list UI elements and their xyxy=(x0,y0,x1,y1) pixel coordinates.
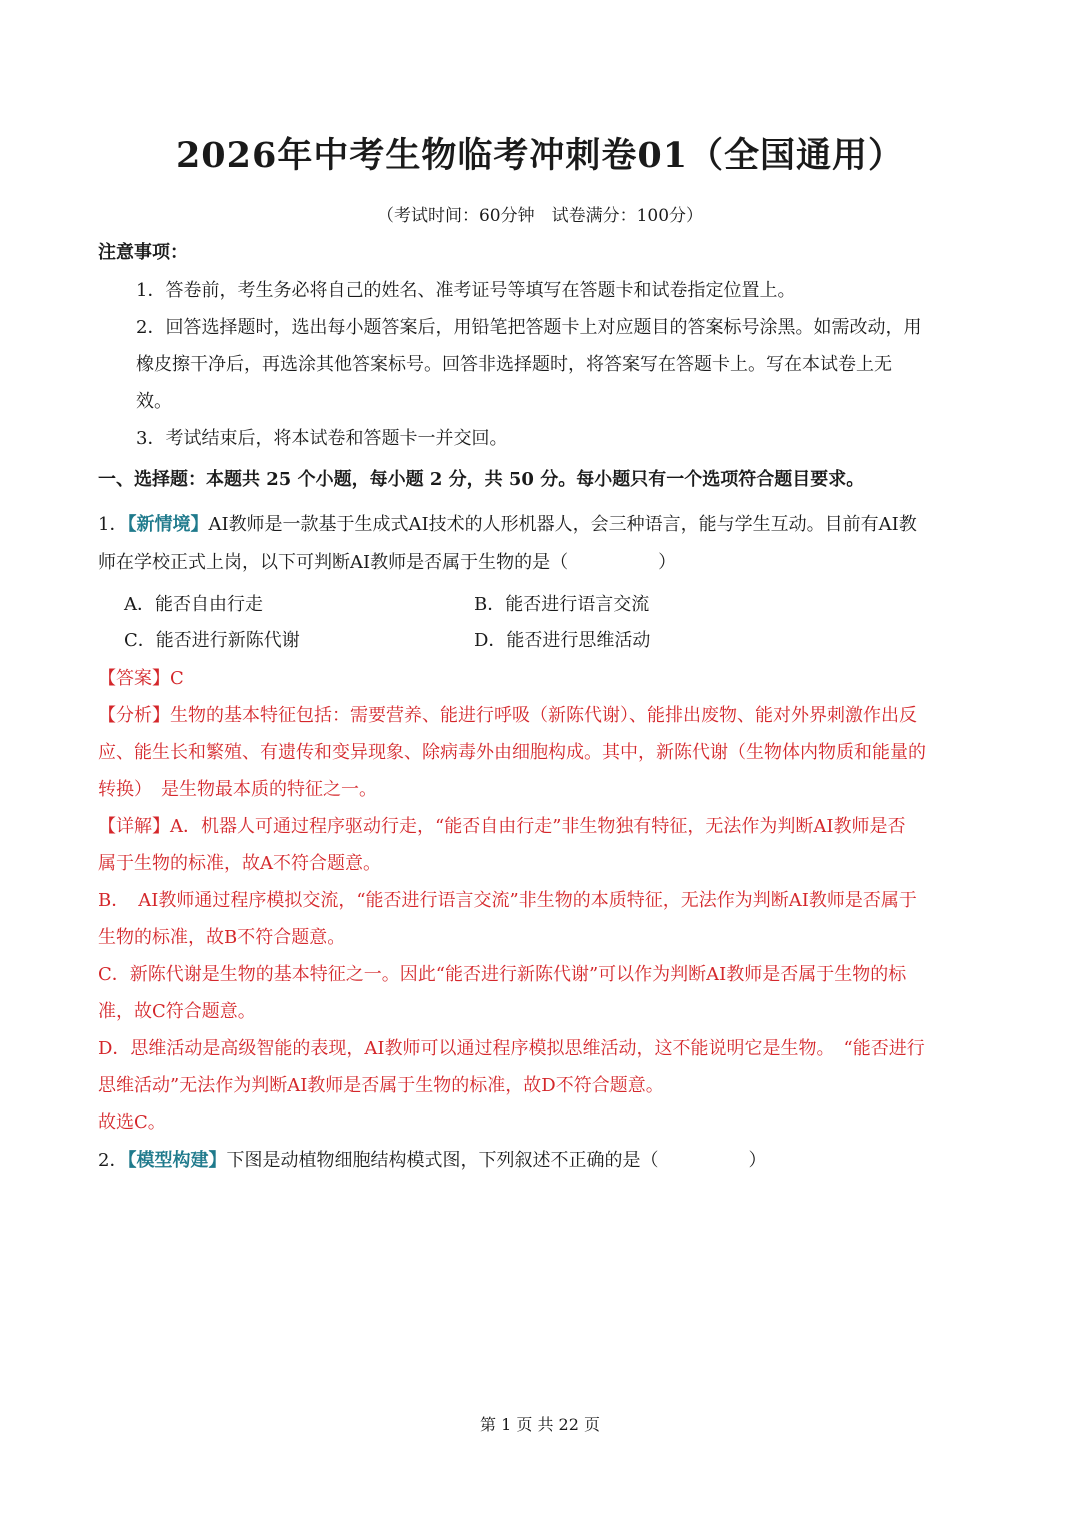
question-1-stem-line-2: 师在学校正式上岗，以下可判断AI教师是否属于生物的是（ ） xyxy=(98,552,677,573)
question-1-detail-line-5: C．新陈代谢是生物的基本特征之一。因此“能否进行新陈代谢”可以作为判断AI教师是否属于生物的标 xyxy=(98,964,907,985)
notice-item-1: 1．答卷前，考生务必将自己的姓名、准考证号等填写在答题卡和试卷指定位置上。 xyxy=(136,280,796,301)
section-heading: 一、选择题：本题共 25 个小题，每小题 2 分，共 50 分。每小题只有一个选项符合题目要求。 xyxy=(98,469,865,490)
question-1-option-d: D．能否进行思维活动 xyxy=(474,630,651,651)
question-1-detail-line-4: 生物的标准，故B不符合题意。 xyxy=(98,927,346,948)
notice-item-2-end: 效。 xyxy=(136,391,172,412)
notice-item-2: 2．回答选择题时，选出每小题答案后，用铅笔把答题卡上对应题目的答案标号涂黑。如需改动，用 xyxy=(136,317,922,338)
notice-item-2-cont: 橡皮擦干净后，再选涂其他答案标号。回答非选择题时，将答案写在答题卡上。写在本试卷上无 xyxy=(136,354,892,375)
question-1-answer: 【答案】C xyxy=(98,668,184,689)
question-1-number: 1． xyxy=(98,514,128,535)
notice-heading: 注意事项： xyxy=(98,242,188,263)
question-1-analysis-line-2: 应、能生长和繁殖、有遗传和变异现象、除病毒外由细胞构成。其中，新陈代谢（生物体内物质和能量的 xyxy=(98,742,926,763)
question-1-stem-line-1 xyxy=(98,510,917,536)
question-1-conclusion: 故选C。 xyxy=(98,1112,166,1133)
question-1-stem-text: AI教师是一款基于生成式AI技术的人形机器人，会三种语言，能与学生互动。目前有AI教 xyxy=(208,514,917,535)
question-1-analysis-line-1: 【分析】生物的基本特征包括：需要营养、能进行呼吸（新陈代谢）、能排出废物、能对外界刺激作出反 xyxy=(98,705,917,726)
exam-info-subtitle: （考试时间：60分钟 试卷满分：100分） xyxy=(376,206,704,226)
question-1-option-a: A．能否自由行走 xyxy=(124,594,263,615)
question-1-detail-line-8: 思维活动”无法作为判断AI教师是否属于生物的标准，故D不符合题意。 xyxy=(98,1075,664,1096)
question-2-tag: 【模型构建】 xyxy=(127,1150,227,1171)
notice-item-3: 3．考试结束后，将本试卷和答题卡一并交回。 xyxy=(136,428,508,449)
question-1-detail-line-6: 准，故C符合题意。 xyxy=(98,1001,256,1022)
question-1-analysis-line-3: 转换） 是生物最本质的特征之一。 xyxy=(98,779,377,800)
question-2-stem xyxy=(98,1146,766,1172)
question-1-tag: 【新情境】 xyxy=(127,514,209,535)
question-1-detail-line-1: 【详解】A．机器人可通过程序驱动行走，“能否自由行走”非生物独有特征，无法作为判断AI教师是否 xyxy=(98,816,906,837)
question-2-stem-text: 下图是动植物细胞结构模式图，下列叙述不正确的是（ ） xyxy=(226,1150,767,1171)
page-title: 2026年中考生物临考冲刺卷01（全国通用） xyxy=(175,135,905,176)
question-1-detail-line-7: D．思维活动是高级智能的表现，AI教师可以通过程序模拟思维活动，这不能说明它是生物。 “能否进行 xyxy=(98,1038,925,1059)
question-1-detail-line-2: 属于生物的标准，故A不符合题意。 xyxy=(98,853,381,874)
question-2-number: 2． xyxy=(98,1150,128,1171)
question-1-option-c: C．能否进行新陈代谢 xyxy=(124,630,300,651)
page-footer: 第 1 页 共 22 页 xyxy=(480,1415,600,1434)
question-1-option-b: B．能否进行语言交流 xyxy=(474,594,650,615)
question-1-detail-line-3: B． AI教师通过程序模拟交流，“能否进行语言交流”非生物的本质特征，无法作为判断AI教师是否属于 xyxy=(98,890,917,911)
